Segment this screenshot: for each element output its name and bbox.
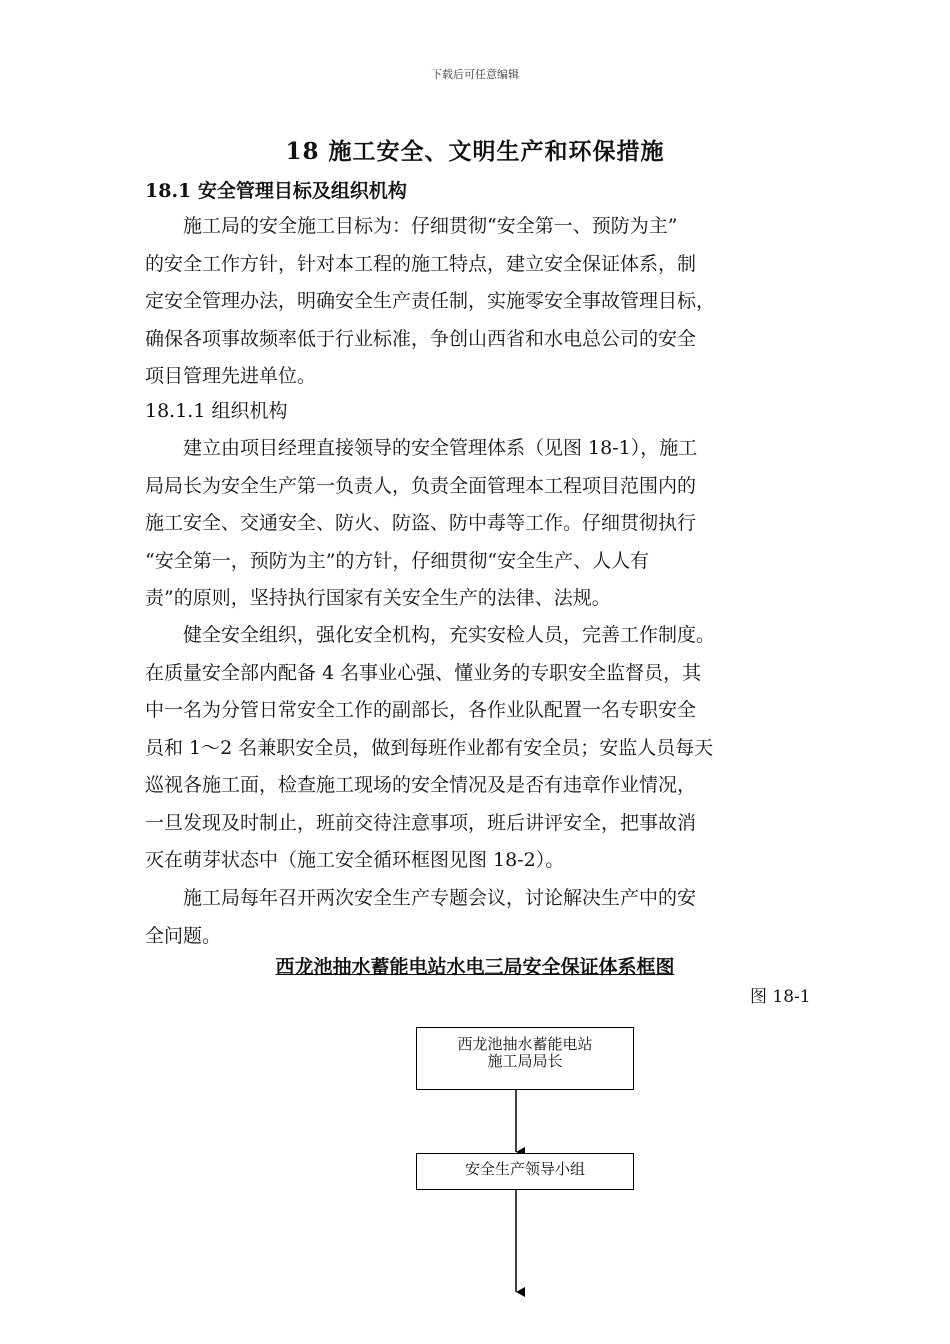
text-line: 全问题。 xyxy=(145,924,222,947)
paragraph-4 xyxy=(145,880,820,955)
figure-label: 图 18-1 xyxy=(750,987,811,1007)
text-line: 建立由项目经理直接领导的安全管理体系（见图 18-1），施工 xyxy=(145,437,698,459)
box-text: 安全生产领导小组 xyxy=(464,1160,585,1178)
text-line: 施工局每年召开两次安全生产专题会议，讨论解决生产中的安 xyxy=(145,887,697,909)
section-heading: 18.1 安全管理目标及组织机构 xyxy=(145,180,407,202)
paragraph-2 xyxy=(145,430,820,618)
page-title: 18 施工安全、文明生产和环保措施 xyxy=(285,138,665,165)
org-box-director xyxy=(416,1027,634,1090)
text-line: 项目管理先进单位。 xyxy=(145,365,317,387)
text-line: 员和 1～2 名兼职安全员，做到每班作业都有安全员；安监人员每天 xyxy=(145,736,714,759)
text-line: 在质量安全部内配备 4 名事业心强、懂业务的专职安全监督员，其 xyxy=(145,661,702,684)
text-line: “安全第一，预防为主”的方针，仔细贯彻“安全生产、人人有 xyxy=(145,549,650,572)
text-line: 健全安全组织，强化安全机构，充实安检人员，完善工作制度。 xyxy=(145,624,716,646)
text-line: 施工局的安全施工目标为：仔细贯彻“安全第一、预防为主” xyxy=(145,215,678,237)
box-text: 西龙池抽水蓄能电站 xyxy=(457,1035,593,1053)
text-line: 定安全管理办法，明确安全生产责任制，实施零安全事故管理目标， xyxy=(145,290,716,312)
paragraph-1 xyxy=(145,208,820,396)
paragraph-3 xyxy=(145,617,820,880)
text-line: 一旦发现及时制止，班前交待注意事项，班后讲评安全，把事故消 xyxy=(145,811,697,834)
text-line: 局局长为安全生产第一负责人，负责全面管理本工程项目范围内的 xyxy=(145,474,697,497)
org-chart-title: 西龙池抽水蓄能电站水电三局安全保证体系框图 xyxy=(275,956,675,978)
text-line: 责”的原则，坚持执行国家有关安全生产的法律、法规。 xyxy=(145,587,611,609)
text-line: 灭在萌芽状态中（施工安全循环框图见图 18-2）。 xyxy=(145,849,565,871)
text-line: 施工安全、交通安全、防火、防盗、防中毒等工作。仔细贯彻执行 xyxy=(145,512,697,534)
header-note: 下载后可任意编辑 xyxy=(431,68,519,81)
text-line: 巡视各施工面，检查施工现场的安全情况及是否有违章作业情况， xyxy=(145,774,697,796)
text-line: 确保各项事故频率低于行业标准，争创山西省和水电总公司的安全 xyxy=(145,327,697,350)
text-line: 中一名为分管日常安全工作的副部长，各作业队配置一名专职安全 xyxy=(145,699,697,721)
org-box-safety-leading-group xyxy=(416,1153,634,1190)
box-text: 施工局局长 xyxy=(487,1052,563,1070)
subsection-heading: 18.1.1 组织机构 xyxy=(145,400,288,422)
text-line: 的安全工作方针，针对本工程的施工特点，建立安全保证体系，制 xyxy=(145,252,697,275)
